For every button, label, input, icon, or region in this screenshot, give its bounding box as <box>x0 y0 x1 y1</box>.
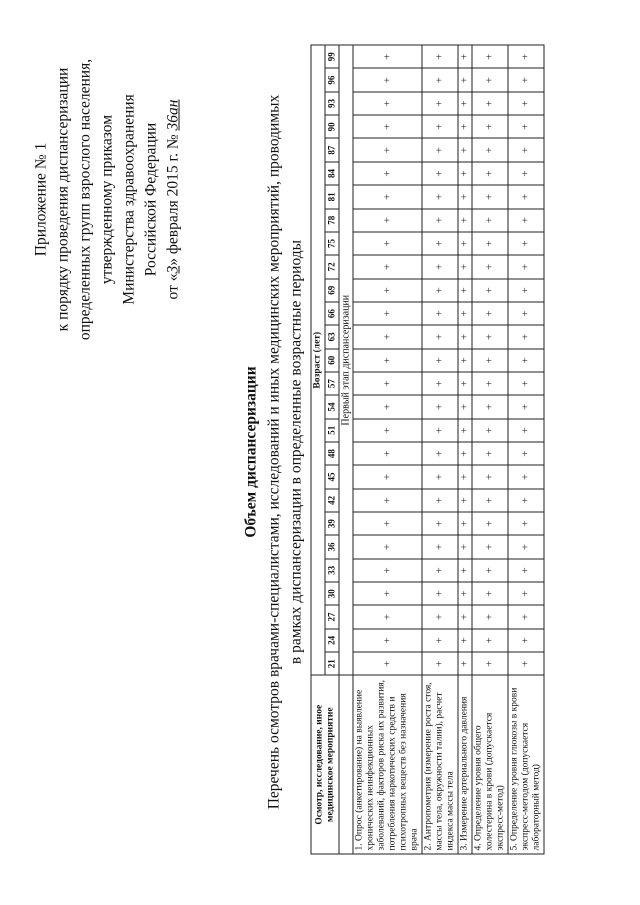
age-column-header: 57 <box>325 372 339 395</box>
table-header-row <box>311 45 325 854</box>
age-mark-cell: + <box>508 349 544 372</box>
document-subtitle: в рамках диспансеризации в определенные возрастные периоды <box>287 239 305 665</box>
age-mark-cell: + <box>422 419 458 442</box>
age-column-header: 45 <box>325 465 339 488</box>
age-column-header: 96 <box>325 68 339 91</box>
age-mark-cell: + <box>422 325 458 348</box>
age-mark-cell: + <box>472 442 508 465</box>
age-mark-cell: + <box>508 45 544 68</box>
age-mark-cell: + <box>353 325 422 348</box>
age-mark-cell: + <box>353 395 422 418</box>
age-mark-cell: + <box>353 629 422 652</box>
age-mark-cell: + <box>353 92 422 115</box>
age-column-header: 21 <box>325 652 339 675</box>
stage-row <box>339 45 353 854</box>
age-mark-cell: + <box>508 255 544 278</box>
age-mark-cell: + <box>422 512 458 535</box>
age-mark-cell: + <box>472 302 508 325</box>
age-mark-cell: + <box>422 442 458 465</box>
age-column-header: 75 <box>325 232 339 255</box>
age-mark-cell: + <box>472 629 508 652</box>
age-mark-cell: + <box>422 279 458 302</box>
age-mark-cell: + <box>508 419 544 442</box>
age-mark-cell: + <box>508 92 544 115</box>
age-column-header: 90 <box>325 115 339 138</box>
age-mark-cell: + <box>472 255 508 278</box>
age-mark-cell: + <box>422 559 458 582</box>
age-column-header: 36 <box>325 535 339 558</box>
age-mark-cell: + <box>472 162 508 185</box>
age-mark-cell: + <box>472 68 508 91</box>
table-row <box>353 45 422 854</box>
age-mark-cell: + <box>353 372 422 395</box>
age-mark-cell: + <box>458 652 472 675</box>
age-mark-cell: + <box>353 349 422 372</box>
age-mark-cell: + <box>472 535 508 558</box>
age-mark-cell: + <box>508 629 544 652</box>
age-column-header: 93 <box>325 92 339 115</box>
age-mark-cell: + <box>422 45 458 68</box>
age-mark-cell: + <box>422 232 458 255</box>
age-mark-cell: + <box>472 209 508 232</box>
age-mark-cell: + <box>472 395 508 418</box>
age-mark-cell: + <box>458 535 472 558</box>
age-column-header: 72 <box>325 255 339 278</box>
procedure-label: 5. Определение уровня глюкозы в крови экспресс-методом (допускается лабораторный метод) <box>508 675 544 854</box>
age-mark-cell: + <box>472 582 508 605</box>
age-mark-cell: + <box>422 395 458 418</box>
age-mark-cell: + <box>458 489 472 512</box>
age-column-header: 84 <box>325 162 339 185</box>
age-mark-cell: + <box>472 185 508 208</box>
age-mark-cell: + <box>472 92 508 115</box>
appendix-line: определенных групп взрослого населения, <box>76 58 94 341</box>
age-column-header: 63 <box>325 325 339 348</box>
age-mark-cell: + <box>458 162 472 185</box>
table-row <box>422 45 458 854</box>
age-mark-cell: + <box>508 68 544 91</box>
age-column-header: 24 <box>325 629 339 652</box>
age-mark-cell: + <box>458 45 472 68</box>
age-mark-cell: + <box>508 442 544 465</box>
age-mark-cell: + <box>508 325 544 348</box>
age-mark-cell: + <box>508 209 544 232</box>
age-mark-cell: + <box>458 629 472 652</box>
age-mark-cell: + <box>353 138 422 161</box>
table-body <box>339 45 544 854</box>
age-mark-cell: + <box>422 605 458 628</box>
age-mark-cell: + <box>422 185 458 208</box>
age-mark-cell: + <box>472 279 508 302</box>
age-column-header: 30 <box>325 582 339 605</box>
age-mark-cell: + <box>508 162 544 185</box>
age-mark-cell: + <box>458 419 472 442</box>
age-mark-cell: + <box>422 582 458 605</box>
age-mark-cell: + <box>458 582 472 605</box>
age-mark-cell: + <box>353 209 422 232</box>
procedure-label: 1. Опрос (анкетирование) на выявление хронических неинфекционных заболеваний, факторов риска их развития, потребления наркотических средств и психотропных веществ без назначения врача <box>353 675 422 854</box>
age-column-header: 78 <box>325 209 339 232</box>
age-mark-cell: + <box>353 185 422 208</box>
age-mark-cell: + <box>422 349 458 372</box>
age-column-header: 39 <box>325 512 339 535</box>
age-mark-cell: + <box>422 535 458 558</box>
age-column-header: 48 <box>325 442 339 465</box>
age-mark-cell: + <box>472 115 508 138</box>
age-mark-cell: + <box>458 605 472 628</box>
appendix-line: Российской Федерации <box>142 122 160 277</box>
age-mark-cell: + <box>472 45 508 68</box>
age-mark-cell: + <box>458 395 472 418</box>
procedure-label: 3. Измерение артериального давления <box>458 675 472 854</box>
age-mark-cell: + <box>472 419 508 442</box>
age-mark-cell: + <box>353 512 422 535</box>
age-column-header: 60 <box>325 349 339 372</box>
age-mark-cell: + <box>353 45 422 68</box>
age-mark-cell: + <box>422 302 458 325</box>
age-mark-cell: + <box>472 559 508 582</box>
appendix-block <box>31 20 185 380</box>
age-mark-cell: + <box>458 92 472 115</box>
age-mark-cell: + <box>508 582 544 605</box>
age-mark-cell: + <box>508 232 544 255</box>
age-mark-cell: + <box>422 372 458 395</box>
age-mark-cell: + <box>472 489 508 512</box>
age-mark-cell: + <box>422 629 458 652</box>
age-mark-cell: + <box>458 372 472 395</box>
examination-table <box>311 45 545 855</box>
age-mark-cell: + <box>508 302 544 325</box>
procedure-label: 4. Определение уровня общего холестерина в крови (допускается экспресс-метод) <box>472 675 508 854</box>
appendix-line: Министерства здравоохранения <box>120 94 138 305</box>
age-mark-cell: + <box>353 465 422 488</box>
date-mid: » февраля 2015 г. № <box>164 134 182 266</box>
age-mark-cell: + <box>422 92 458 115</box>
age-mark-cell: + <box>458 115 472 138</box>
table-row <box>508 45 544 854</box>
age-column-header: 42 <box>325 489 339 512</box>
age-mark-cell: + <box>508 185 544 208</box>
age-mark-cell: + <box>508 559 544 582</box>
age-mark-cell: + <box>508 465 544 488</box>
age-mark-cell: + <box>422 652 458 675</box>
age-mark-cell: + <box>422 255 458 278</box>
age-mark-cell: + <box>353 115 422 138</box>
age-mark-cell: + <box>458 559 472 582</box>
age-mark-cell: + <box>472 232 508 255</box>
column-header-age: Возраст (лет) <box>311 45 325 675</box>
age-mark-cell: + <box>458 232 472 255</box>
document-title: Объем диспансеризации <box>242 366 260 538</box>
age-mark-cell: + <box>458 138 472 161</box>
age-column-header: 81 <box>325 185 339 208</box>
age-mark-cell: + <box>458 209 472 232</box>
age-mark-cell: + <box>422 68 458 91</box>
age-mark-cell: + <box>353 652 422 675</box>
procedure-label: 2. Антропометрия (измерение роста стоя, массы тела, окружности талии), расчет индекса массы тела <box>422 675 458 854</box>
table-row <box>472 45 508 854</box>
rotated-content <box>11 15 631 890</box>
age-mark-cell: + <box>353 489 422 512</box>
age-column-header: 27 <box>325 605 339 628</box>
date-day: 3 <box>164 265 182 274</box>
age-mark-cell: + <box>422 115 458 138</box>
date-prefix: от « <box>164 273 182 300</box>
age-mark-cell: + <box>458 185 472 208</box>
age-mark-cell: + <box>353 68 422 91</box>
age-mark-cell: + <box>472 138 508 161</box>
age-mark-cell: + <box>508 395 544 418</box>
age-mark-cell: + <box>508 115 544 138</box>
age-mark-cell: + <box>353 162 422 185</box>
age-mark-cell: + <box>458 442 472 465</box>
age-mark-cell: + <box>353 419 422 442</box>
age-mark-cell: + <box>458 325 472 348</box>
age-mark-cell: + <box>458 512 472 535</box>
age-mark-cell: + <box>508 138 544 161</box>
age-mark-cell: + <box>508 372 544 395</box>
age-mark-cell: + <box>353 279 422 302</box>
table-row <box>458 45 472 854</box>
appendix-number: Приложение № 1 <box>32 142 50 257</box>
appendix-line: к порядку проведения диспансеризации <box>54 67 72 332</box>
age-column-header: 99 <box>325 45 339 68</box>
age-mark-cell: + <box>508 652 544 675</box>
age-mark-cell: + <box>472 512 508 535</box>
age-mark-cell: + <box>508 535 544 558</box>
age-column-header: 87 <box>325 138 339 161</box>
column-header-procedure: Осмотр, исследование, иное медицинское мероприятие <box>311 675 339 854</box>
age-column-header: 33 <box>325 559 339 582</box>
appendix-line: утвержденному приказом <box>98 114 116 285</box>
age-mark-cell: + <box>422 465 458 488</box>
age-mark-cell: + <box>353 535 422 558</box>
age-column-header: 66 <box>325 302 339 325</box>
age-mark-cell: + <box>422 138 458 161</box>
age-mark-cell: + <box>508 279 544 302</box>
age-mark-cell: + <box>422 209 458 232</box>
age-mark-cell: + <box>508 605 544 628</box>
age-mark-cell: + <box>353 605 422 628</box>
age-column-header: 51 <box>325 419 339 442</box>
age-mark-cell: + <box>458 255 472 278</box>
age-mark-cell: + <box>472 349 508 372</box>
age-mark-cell: + <box>508 512 544 535</box>
age-mark-cell: + <box>422 162 458 185</box>
appendix-date-line <box>163 20 185 380</box>
age-mark-cell: + <box>458 465 472 488</box>
age-mark-cell: + <box>508 489 544 512</box>
age-mark-cell: + <box>353 442 422 465</box>
stage-label: Первый этап диспансеризации <box>339 45 353 675</box>
age-column-header: 54 <box>325 395 339 418</box>
stage-empty-cell <box>339 675 353 854</box>
age-mark-cell: + <box>458 349 472 372</box>
age-column-header: 69 <box>325 279 339 302</box>
age-mark-cell: + <box>422 489 458 512</box>
age-mark-cell: + <box>472 652 508 675</box>
document-subtitle: Перечень осмотров врачами-специалистами, исследований и иных медицинских мероприятий, проводимых <box>265 94 283 810</box>
age-mark-cell: + <box>353 255 422 278</box>
age-mark-cell: + <box>458 68 472 91</box>
age-mark-cell: + <box>353 559 422 582</box>
age-mark-cell: + <box>458 279 472 302</box>
age-mark-cell: + <box>458 302 472 325</box>
age-mark-cell: + <box>353 582 422 605</box>
age-mark-cell: + <box>353 302 422 325</box>
age-mark-cell: + <box>472 465 508 488</box>
age-mark-cell: + <box>472 372 508 395</box>
age-mark-cell: + <box>472 605 508 628</box>
order-number: 36ан <box>164 99 182 131</box>
age-mark-cell: + <box>353 232 422 255</box>
age-mark-cell: + <box>472 325 508 348</box>
